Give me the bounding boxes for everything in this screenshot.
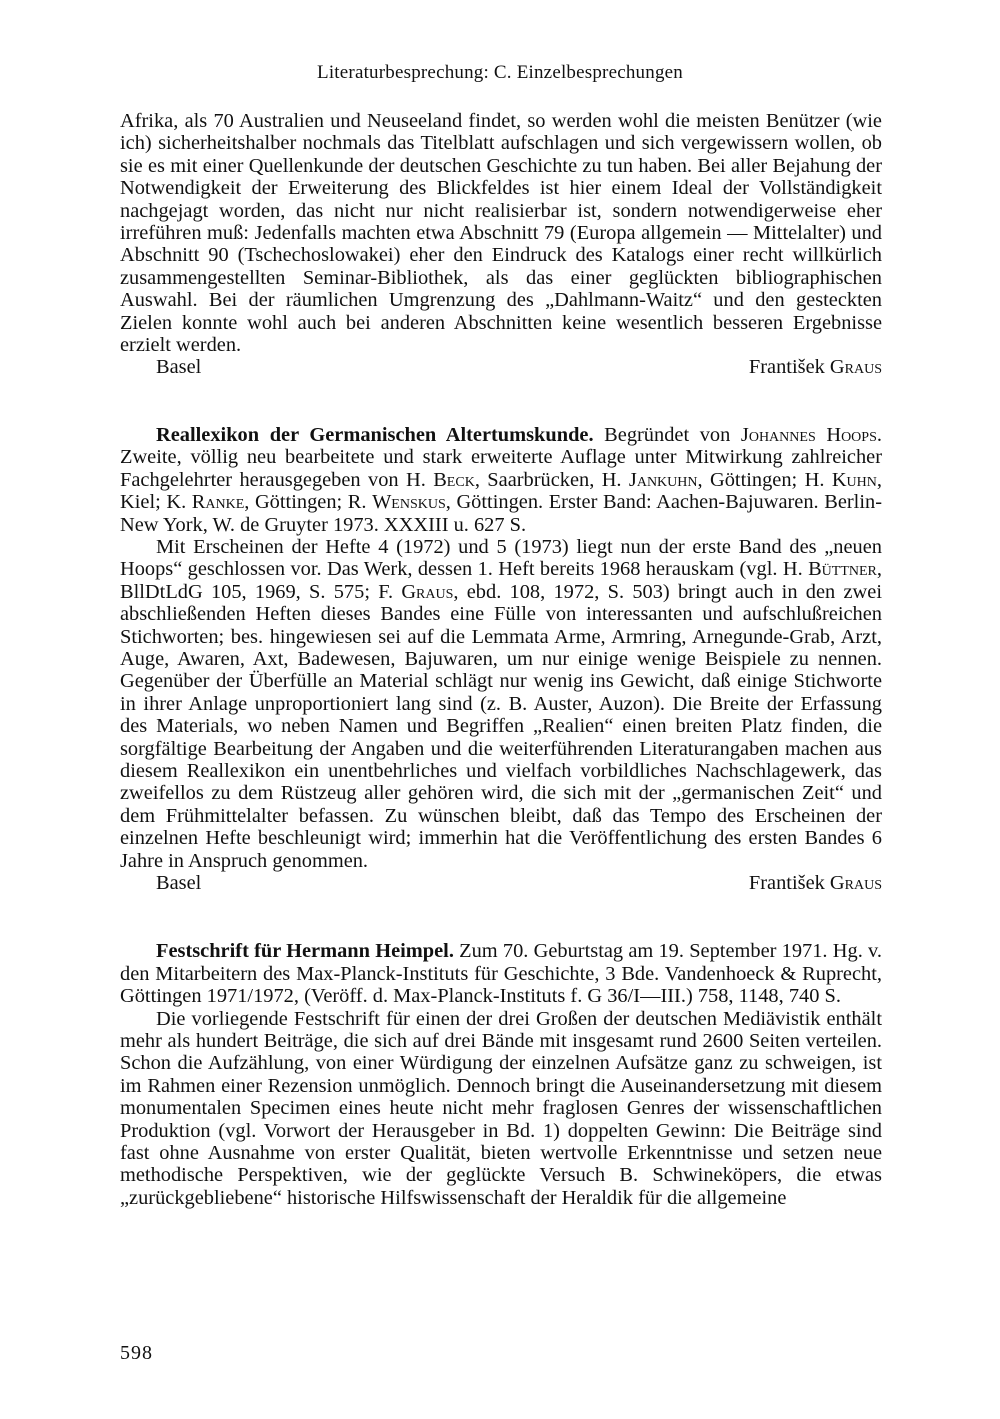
review3-title: Festschrift für Hermann Heimpel. xyxy=(156,940,454,963)
page-number: 598 xyxy=(120,1342,153,1364)
review1-text: Afrika, als 70 Australien und Neuseeland findet, so werden wohl die meisten Benützer (wie ich) sicherheitshalber nochmals das Titelblatt aufschlagen und sich vergewissern wollen, ob sie es mit einer Quellenkunde der deutschen Geschichte zu tun haben. Bei aller Bejahung der Notwendigkeit der Erweiterung des Blickfeldes ist hier einem Ideal der Vollständigkeit nachgejagt worden, das nicht nur nicht realisierbar ist, sondern notwendigerweise eher irreführen muß: Jedenfalls machten etwa Abschnitt 79 (Europa allgemein — Mittelalter) und Abschnitt 90 (Tschechoslowakei) eher den Eindruck des Katalogs einer recht willkürlich zusammengestellten Seminar-Bibliothek, als das einer geglückten bibliographischen Auswahl. Bei der räumlichen Umgrenzung des „Dahlmann-Waitz“ und den gesteckten Zielen konnte wohl auch bei anderen Abschnitten keine wesentlich besseren Ergebnisse erzielt werden. xyxy=(120,110,882,357)
section-gap xyxy=(120,894,882,940)
review2-author: František Graus xyxy=(748,872,882,894)
review2-place: Basel xyxy=(156,872,202,894)
page-body xyxy=(120,110,882,1209)
review1-author: František Graus xyxy=(748,356,882,379)
review2-text: Mit Erscheinen der Hefte 4 (1972) und 5 (1973) liegt nun der erste Band des „neuen Hoops“ geschlossen vor. Das Werk, dessen 1. Heft bereits 1968 herauskam (vgl. H. Büttner, BllDtLdG 105, 1969, S. 575; F. Graus, ebd. 108, 1972, S. 503) bringt auch in den zwei abschließenden Heften dieses Bandes eine Fülle von interessanten und aufschlußreichen Stichworten; bes. hingewiesen sei auf die Lemmata Arme, Armring, Arnegunde-Grab, Arzt, Auge, Awaren, Axt, Badewesen, Bajuwaren, um nur einige wenige Beispiele zu nennen. Gegenüber der Überfülle an Material schlägt nur wenig ins Gewicht, daß einige Stichworte in ihrer Anlage unproportioniert lang sind (z. B. Auster, Auzon). Die Breite der Erfassung des Materials, wo neben Namen und Begriffen „Realien“ einen breiten Platz finden, die sorgfältige Bearbeitung der Angaben und die weiterführenden Literaturangaben machen aus diesem Reallexikon ein unentbehrliches und vielfach vorbildliches Nachschlagewerk, das zweifellos zu dem Rüstzeug aller gehören wird, die sich mit der „germanischen Zeit“ und dem Frühmittelalter befassen. Zu wünschen bleibt, daß das Tempo des Erscheinen der einzelnen Hefte beschleunigt wird; immerhin hat die Veröffentlichung des ersten Bandes 6 Jahre in Anspruch genommen. xyxy=(120,535,882,872)
review1-signature xyxy=(120,356,882,378)
review3-citation: Festschrift für Hermann Heimpel. Zum 70. Geburtstag am 19. September 1971. Hg. v. den Mitarbeitern des Max-Planck-Instituts für Geschichte, 3 Bde. Vandenhoeck & Ruprecht, Göttingen 1971/1972, (Veröff. d. Max-Planck-Instituts f. G 36/I—III.) 758, 1148, 740 S. xyxy=(120,940,882,1008)
review3-text: Die vorliegende Festschrift für einen der drei Großen der deutschen Mediävistik enthält mehr als hundert Beiträge, die sich auf drei Bände mit insgesamt rund 2600 Seiten verteilen. Schon die Aufzählung, von einer Würdigung der einzelnen Aufsätze ganz zu schweigen, ist im Rahmen einer Rezension unmöglich. Dennoch bringt die Auseinandersetzung mit diesem monumentalen Specimen eines heute nicht mehr fraglosen Genres der wissenschaftlichen Produktion (vgl. Vorwort der Herausgeber in Bd. 1) doppelten Gewinn: Die Beiträge sind fast ohne Ausnahme von erster Qualität, bieten wertvolle Erkenntnisse und setzen neue methodische Perspektiven, wie der geglückte Versuch B. Schwineköpers, die etwas „zurückgebliebene“ historische Hilfswissenschaft der Heraldik für die allgemeine xyxy=(120,1007,882,1209)
review2-citation: Reallexikon der Germanischen Altertumskunde. Begründet von Johannes Hoops. Zweite, völlig neu bearbeitete und stark erweiterte Auflage unter Mitwirkung zahlreicher Fachgelehrter herausgegeben von H. Beck, Saarbrücken, H. Jankuhn, Göttingen; H. Kuhn, Kiel; K. Ranke, Göttingen; R. Wenskus, Göttingen. Erster Band: Aachen-Bajuwaren. Berlin-New York, W. de Gruyter 1973. XXXIII u. 627 S. xyxy=(120,423,882,536)
review1-place: Basel xyxy=(156,356,202,379)
running-head: Literaturbesprechung: C. Einzelbesprechungen xyxy=(317,62,683,83)
section-gap xyxy=(120,379,882,424)
review2-title: Reallexikon der Germanischen Altertumskunde. xyxy=(156,423,594,446)
review2-signature xyxy=(120,872,882,894)
